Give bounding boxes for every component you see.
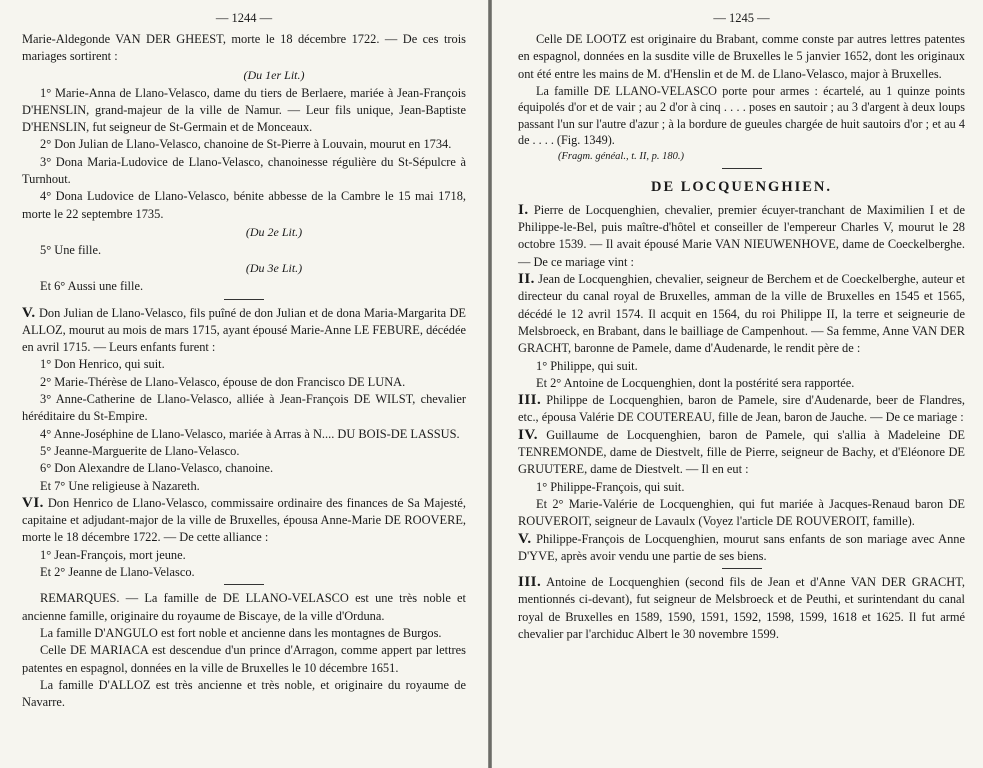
paragraph: Celle DE MARIACA est descendue d'un prince d'Arragon, comme appert par lettres patentes en espagnol, données en la ville de Bruxelles le 10 décembre 1651. xyxy=(22,643,466,675)
paragraph: 1° Philippe, qui suit. xyxy=(536,358,638,373)
paragraph: 4° Dona Ludovice de Llano-Velasco, bénite abbesse de la Cambre le 15 mai 1718, morte le 22 septembre 1735. xyxy=(22,189,466,221)
paragraph-text: Don Julian de Llano-Velasco, fils puîné de don Julian et de dona Maria-Margarita DE ALLOZ, mourut au mois de mars 1715, ayant épousé Marie-Anne LE FEBURE, décédée en avril 1715. — Leurs enfants furent : xyxy=(22,305,466,355)
paragraph-text: Philippe de Locquenghien, baron de Pamele, sire d'Audenarde, beer de Flandres, etc., épousa Valérie DE COUTEREAU, fille de Jean, baron de Jauche. — De ce mariage : xyxy=(518,393,965,425)
paragraph: Et 6° Aussi une fille. xyxy=(40,279,144,294)
paragraph-text: Philippe-François de Locquenghien, mourut sans enfants de son mariage avec Anne D'YVE, après avoir vendu une partie de ses biens. xyxy=(518,531,965,563)
paragraph xyxy=(22,495,466,547)
paragraph: La famille DE LLANO-VELASCO porte pour armes : écartelé, au 1 quinze points équipolés d'or et de vair ; au 2 d'or à cinq . . . . poses en sautoir ; au 3 d'argent à deux loups passant l'un sur l'autre d'azur ; à la bordure de gueules chargée de huit sautoirs d'or ; et au 4 de . . . . (Fig. 1349). xyxy=(518,83,965,148)
generation-numeral: I. xyxy=(518,201,529,218)
paragraph: Et 2° Antoine de Locquenghien, dont la postérité sera rapportée. xyxy=(536,375,855,390)
generation-numeral: V. xyxy=(22,304,36,321)
marriage-heading: (Du 1er Lit.) xyxy=(243,67,305,82)
divider xyxy=(224,584,264,585)
paragraph: Celle DE LOOTZ est originaire du Brabant, comme conste par autres lettres patentes en espagnol, données en la susdite ville de Bruxelles le 5 janvier 1652, dont les originaux ont été entre les mains de M. d'Henslin et de M. de Llano-Velasco, major à Bruxelles. xyxy=(518,32,965,81)
paragraph: 4° Anne-Joséphine de Llano-Velasco, mariée à Arras à N.... DU BOIS-DE LASSUS. xyxy=(40,426,460,441)
marriage-heading: (Du 3e Lit.) xyxy=(245,261,303,276)
paragraph: 2° Marie-Thérèse de Llano-Velasco, épouse de don Francisco DE LUNA. xyxy=(40,374,406,389)
paragraph-text: Guillaume de Locquenghien, baron de Pamele, qui s'allia à Madeleine DE TENREMONDE, dame de Diestvelt, fille de Pierre, seigneur de Bachy, et d'Eléonore DE GRUUTERE, dame de Diestvelt. — Il en eut : xyxy=(518,427,965,477)
paragraph: 3° Anne-Catherine de Llano-Velasco, alliée à Jean-François DE WILST, chevalier héréditaire du St-Empire. xyxy=(22,392,466,424)
right-page xyxy=(492,0,983,768)
generation-numeral: III. xyxy=(518,392,542,409)
paragraph: 5° Jeanne-Marguerite de Llano-Velasco. xyxy=(40,443,240,458)
divider xyxy=(224,299,264,300)
page-number: — 1244 — xyxy=(215,11,273,25)
paragraph: REMARQUES. — La famille de DE LLANO-VELASCO est une très noble et ancienne famille, originaire du royaume de Biscaye, de la ville d'Orduna. xyxy=(22,591,466,623)
paragraph: Et 7° Une religieuse à Nazareth. xyxy=(40,478,200,493)
paragraph: La famille D'ANGULO est fort noble et ancienne dans les montagnes de Burgos. xyxy=(40,625,442,640)
paragraph xyxy=(518,202,965,271)
section-title: DE LOCQUENGHIEN. xyxy=(650,178,833,195)
paragraph xyxy=(518,574,965,643)
paragraph: 1° Don Henrico, qui suit. xyxy=(40,357,165,372)
left-page xyxy=(0,0,488,768)
divider xyxy=(722,568,762,569)
generation-numeral: V. xyxy=(518,530,532,547)
marriage-heading: (Du 2e Lit.) xyxy=(245,224,303,239)
paragraph: 1° Philippe-François, qui suit. xyxy=(536,479,685,494)
paragraph-text: Jean de Locquenghien, chevalier, seigneur de Berchem et de Coeckelberghe, auteur et directeur du canal royal de Bruxelles, amman de la ville de Bruxelles en 1545 et 1565, décédé le 12 avril 1574. Il acquit en 1564, du roi Philippe II, la terre et seigneurie de Melsbroeck, en Brabant, dans le bailliage de Campenhout. — Sa femme, Anne VAN DER GRACHT, baronne de Pamele, dame d'Audenarde, le rendit père de : xyxy=(518,272,965,356)
paragraph: 2° Don Julian de Llano-Velasco, chanoine de St-Pierre à Louvain, mourut en 1734. xyxy=(40,137,452,152)
paragraph: Marie-Aldegonde VAN DER GHEEST, morte le 18 décembre 1722. — De ces trois mariages sortirent : xyxy=(22,32,466,64)
paragraph xyxy=(518,392,965,427)
paragraph: 6° Don Alexandre de Llano-Velasco, chanoine. xyxy=(40,461,274,476)
paragraph: 1° Marie-Anna de Llano-Velasco, dame du tiers de Berlaere, mariée à Jean-François D'HENSLIN, grand-majeur de la ville de Namur. — Leur fils unique, Jean-Baptiste D'HENSLIN, fut seigneur de St-Germain et de Monceaux. xyxy=(22,85,466,135)
paragraph xyxy=(518,531,965,566)
generation-numeral: II. xyxy=(518,271,535,288)
paragraph: 1° Jean-François, mort jeune. xyxy=(40,547,186,562)
paragraph: La famille D'ALLOZ est très ancienne et très noble, et originaire du royaume de Navarre. xyxy=(22,677,466,710)
paragraph-text: Antoine de Locquenghien (second fils de Jean et d'Anne VAN DER GRACHT, mentionnés ci-devant), fut seigneur de Melsbroeck et de Peuthi, et surintendant du canal royal de Bruxelles en 1589, 1590, 1591, 1592, 1598, 1599, 1618 et 1625. Il fut armé chevalier par l'archiduc Albert le 30 novembre 1599. xyxy=(518,575,965,642)
paragraph xyxy=(22,305,466,357)
paragraph xyxy=(518,271,965,357)
source-reference: (Fragm. généal., t. II, p. 180.) xyxy=(558,150,684,162)
paragraph: 5° Une fille. xyxy=(40,242,102,257)
generation-numeral: III. xyxy=(518,574,542,591)
paragraph xyxy=(518,427,965,479)
paragraph: Et 2° Jeanne de Llano-Velasco. xyxy=(40,565,195,580)
paragraph-text: Don Henrico de Llano-Velasco, commissaire ordinaire des finances de Sa Majesté, capitaine et adjudant-major de la ville de Bruxelles, épousa Anne-Marie DE ROOVERE, morte le 18 décembre 1722. — De cette alliance : xyxy=(22,495,466,545)
paragraph: 3° Dona Maria-Ludovice de Llano-Velasco, chanoinesse régulière du St-Sépulcre à Turnhout. xyxy=(22,154,466,187)
generation-numeral: VI. xyxy=(22,494,44,511)
generation-numeral: IV. xyxy=(518,426,538,443)
page-number: — 1245 — xyxy=(713,11,770,25)
paragraph-text: Pierre de Locquenghien, chevalier, premier écuyer-tranchant de Maximilien I et de Philippe-le-Bel, puis maître-d'hôtel et conseiller de l'empereur Charles V, mourut le 28 octobre 1539. — Il avait épousé Marie VAN NIEUWENHOVE, dame de Coeckelberghe. — De ce mariage vint : xyxy=(518,202,965,269)
paragraph: Et 2° Marie-Valérie de Locquenghien, qui fut mariée à Jacques-Renaud baron DE ROUVEROIT, seigneur de Lavaulx (Voyez l'article DE ROUVEROIT, famille). xyxy=(518,496,965,529)
divider xyxy=(722,168,762,169)
